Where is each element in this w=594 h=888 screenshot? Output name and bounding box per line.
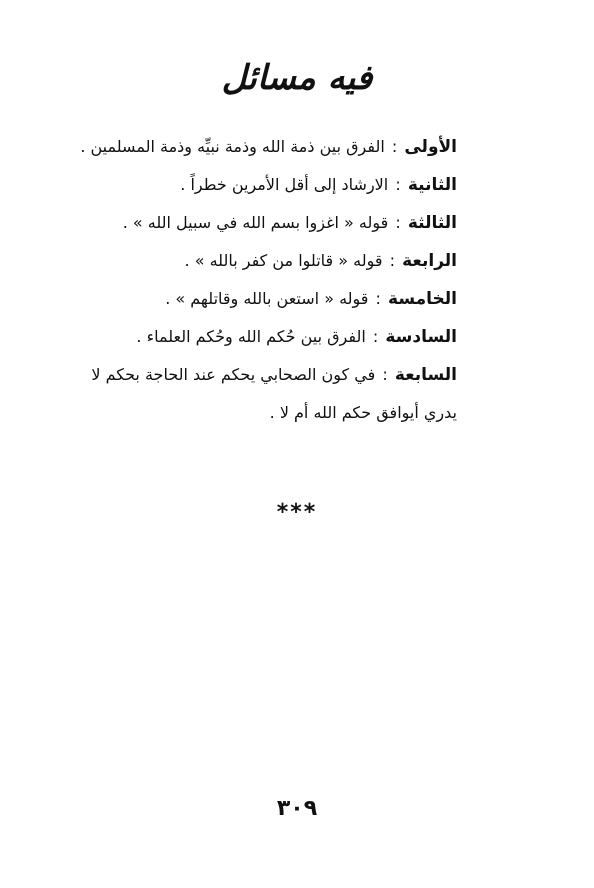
issue-separator: : [382, 365, 388, 384]
page-number: ٣٠٩ [276, 796, 318, 821]
issue-item-4 [67, 242, 457, 280]
issue-text: قوله « اغزوا بسم الله في سبيل الله » . [122, 213, 389, 232]
issue-item-5 [67, 280, 457, 318]
issue-label: السابعة [394, 365, 457, 385]
section-divider: *** [276, 500, 318, 525]
issue-separator: : [389, 251, 395, 270]
issue-label: الثانية [407, 175, 457, 195]
issue-text: الفرق بين حُكم الله وحُكم العلماء . [136, 327, 366, 346]
issue-label: الثالثة [407, 213, 457, 233]
section-heading: فيه مسائل [221, 58, 373, 98]
issues-list [67, 128, 457, 432]
issue-label: السادسة [385, 327, 457, 347]
issue-item-1 [67, 128, 457, 166]
issue-text: قوله « قاتلوا من كفر بالله » . [184, 251, 383, 270]
issue-item-3 [67, 204, 457, 242]
issue-item-2 [67, 166, 457, 204]
issue-text: الارشاد إلى أقل الأمرين خطراً . [180, 175, 389, 194]
issue-label: الرابعة [402, 251, 457, 271]
issue-text: قوله « استعن بالله وقاتلهم » . [165, 289, 369, 308]
issue-separator: : [372, 327, 379, 346]
issue-text: في كون الصحابي يحكم عند الحاجة بحكم لا يدري أيوافق حكم الله أم لا . [91, 365, 457, 422]
issue-separator: : [391, 137, 398, 156]
issue-label: الأولى [404, 137, 457, 157]
issue-text: الفرق بين ذمة الله وذمة نبيِّه وذمة المسلمين . [80, 137, 385, 156]
issue-item-6 [67, 318, 457, 356]
issue-item-7 [67, 356, 457, 432]
issue-separator: : [395, 175, 401, 194]
issue-label: الخامسة [388, 289, 457, 309]
issue-separator: : [375, 289, 381, 308]
issue-separator: : [395, 213, 401, 232]
